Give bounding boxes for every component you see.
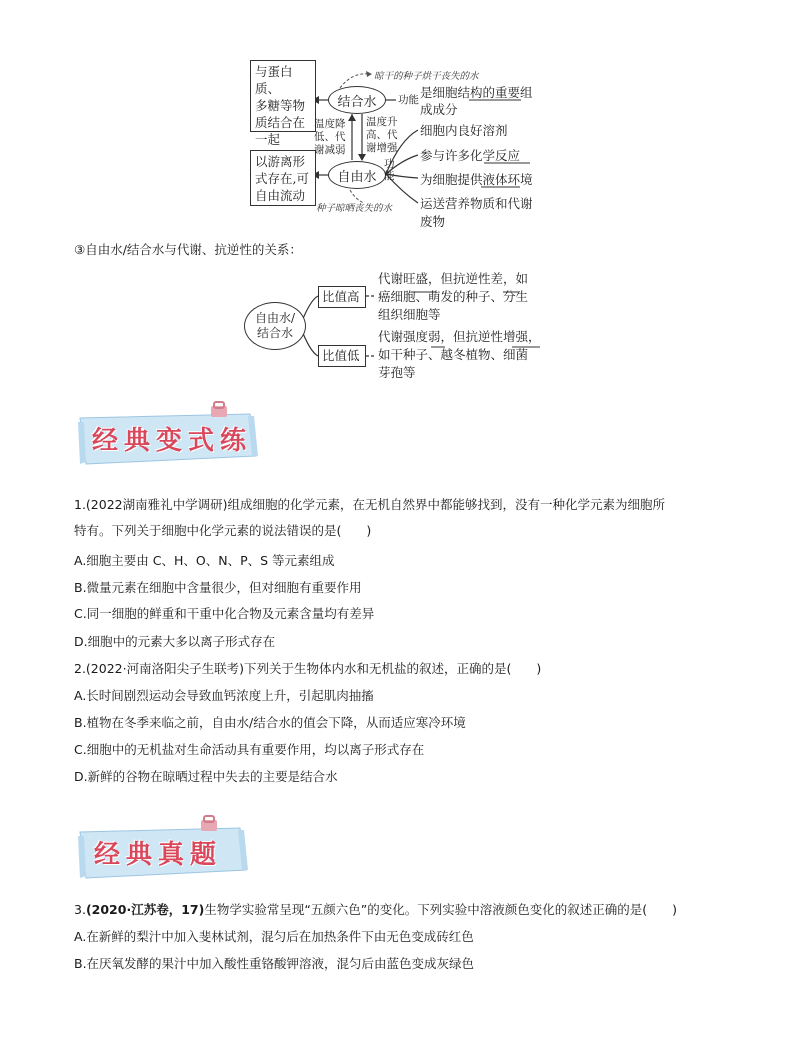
option-line: A.细胞主要由 C、H、O、N、P、S 等元素组成	[74, 553, 335, 568]
handwritten-note-bottom: 种子晾晒丧失的水	[316, 203, 393, 214]
ratio-low-line: 代谢强度弱，但抗逆性增强，	[378, 329, 541, 344]
ratio-high-box: 比值高	[318, 286, 366, 308]
free-water-label: 自由水	[337, 169, 377, 185]
question3-number: 3.	[74, 902, 86, 917]
temp-down-line: 低、代	[314, 131, 346, 143]
diagram1-underlines	[0, 0, 794, 240]
question-line: 特有。下列关于细胞中化学元素的说法错误的是( )	[74, 523, 372, 538]
banner1-title: 经典变式练	[92, 426, 253, 456]
bound-func-line: 是细胞结构的重要组	[420, 85, 533, 100]
question3-text: 生物学实验常呈现“五颜六色”的变化。下列实验中溶液颜色变化的叙述正确的是( )	[204, 902, 678, 917]
free-func-item: 废物	[420, 214, 446, 229]
banner-variant-practice	[74, 404, 264, 468]
ratio-low-line: 如干种子、越冬植物、细菌	[378, 347, 529, 362]
ratio-low-box: 比值低	[318, 345, 366, 367]
free-func-char: 能	[384, 170, 395, 182]
bound-water-label: 结合水	[337, 94, 377, 110]
option-line: A.在新鲜的梨汁中加入斐林试剂，混匀后在加热条件下由无色变成砖红色	[74, 929, 474, 944]
option-line: C.同一细胞的鲜重和干重中化合物及元素含量均有差异	[74, 606, 375, 621]
ratio-center-node	[244, 302, 306, 350]
question3-stem	[74, 901, 677, 918]
option-line: D.新鲜的谷物在晾晒过程中失去的主要是结合水	[74, 769, 338, 784]
bound-form-line: 多糖等物	[255, 98, 306, 113]
bound-form-line: 一起	[255, 132, 281, 147]
ratio-center-line: 结合水	[256, 326, 293, 340]
free-func-item: 为细胞提供液体环境	[420, 172, 533, 187]
temp-up-line: 温度升	[366, 116, 398, 128]
option-line: B.微量元素在细胞中含量很少，但对细胞有重要作用	[74, 580, 362, 595]
temp-down-line: 谢减弱	[314, 144, 346, 156]
section3-title: ③自由水/结合水与代谢、抗逆性的关系：	[74, 242, 302, 257]
ratio-low-text	[378, 328, 541, 382]
ratio-high-line: 组织细胞等	[378, 307, 441, 322]
bound-func-line: 成成分	[420, 102, 458, 117]
option-line: D.细胞中的元素大多以离子形式存在	[74, 634, 276, 649]
bound-form-line: 与蛋白质、	[255, 64, 293, 96]
free-func-item: 细胞内良好溶剂	[420, 123, 508, 138]
temp-up-line: 高、代	[366, 129, 398, 141]
ratio-center-line: 自由水/	[254, 311, 296, 325]
free-func-char: 功	[384, 158, 395, 170]
free-func-item: 运送营养物质和代谢	[420, 196, 533, 211]
banner2-title: 经典真题	[94, 840, 223, 870]
option-line: C.细胞中的无机盐对生命活动具有重要作用，均以离子形式存在	[74, 742, 425, 757]
question3-source: (2020·江苏卷，17)	[85, 902, 205, 917]
ratio-low-line: 芽孢等	[378, 365, 416, 380]
option-line: A.长时间剧烈运动会导致血钙浓度上升，引起肌肉抽搐	[74, 688, 374, 703]
ratio-high-line: 癌细胞、萌发的种子、分生	[378, 289, 529, 304]
question-line: 2.(2022·河南洛阳尖子生联考)下列关于生物体内水和无机盐的叙述，正确的是( )	[74, 661, 542, 676]
handwritten-note-top: 晾干的种子烘干丧失的水	[374, 71, 479, 82]
ratio-high-text	[378, 270, 528, 324]
banner-real-exam	[74, 818, 254, 882]
free-form-line: 式存在,可	[255, 171, 309, 186]
temp-down-line: 温度降	[314, 118, 346, 130]
bound-func-label: 功能	[398, 94, 419, 106]
temp-up-line: 谢增强	[366, 142, 398, 154]
option-line: B.在厌氧发酵的果汁中加入酸性重铬酸钾溶液，混匀后由蓝色变成灰绿色	[74, 956, 475, 971]
free-func-item: 参与许多化学反应	[420, 148, 521, 163]
free-form-line: 以游离形	[255, 154, 306, 169]
bound-form-line: 质结合在	[255, 115, 306, 130]
option-line: B.植物在冬季来临之前，自由水/结合水的值会下降，从而适应寒冷环境	[74, 715, 466, 730]
free-form-line: 自由流动	[255, 188, 306, 203]
ratio-high-line: 代谢旺盛，但抗逆性差，如	[378, 271, 529, 286]
question-line: 1.(2022湖南雅礼中学调研)组成细胞的化学元素，在无机自然界中都能够找到，没有一种化学元素为细胞所	[74, 497, 665, 512]
